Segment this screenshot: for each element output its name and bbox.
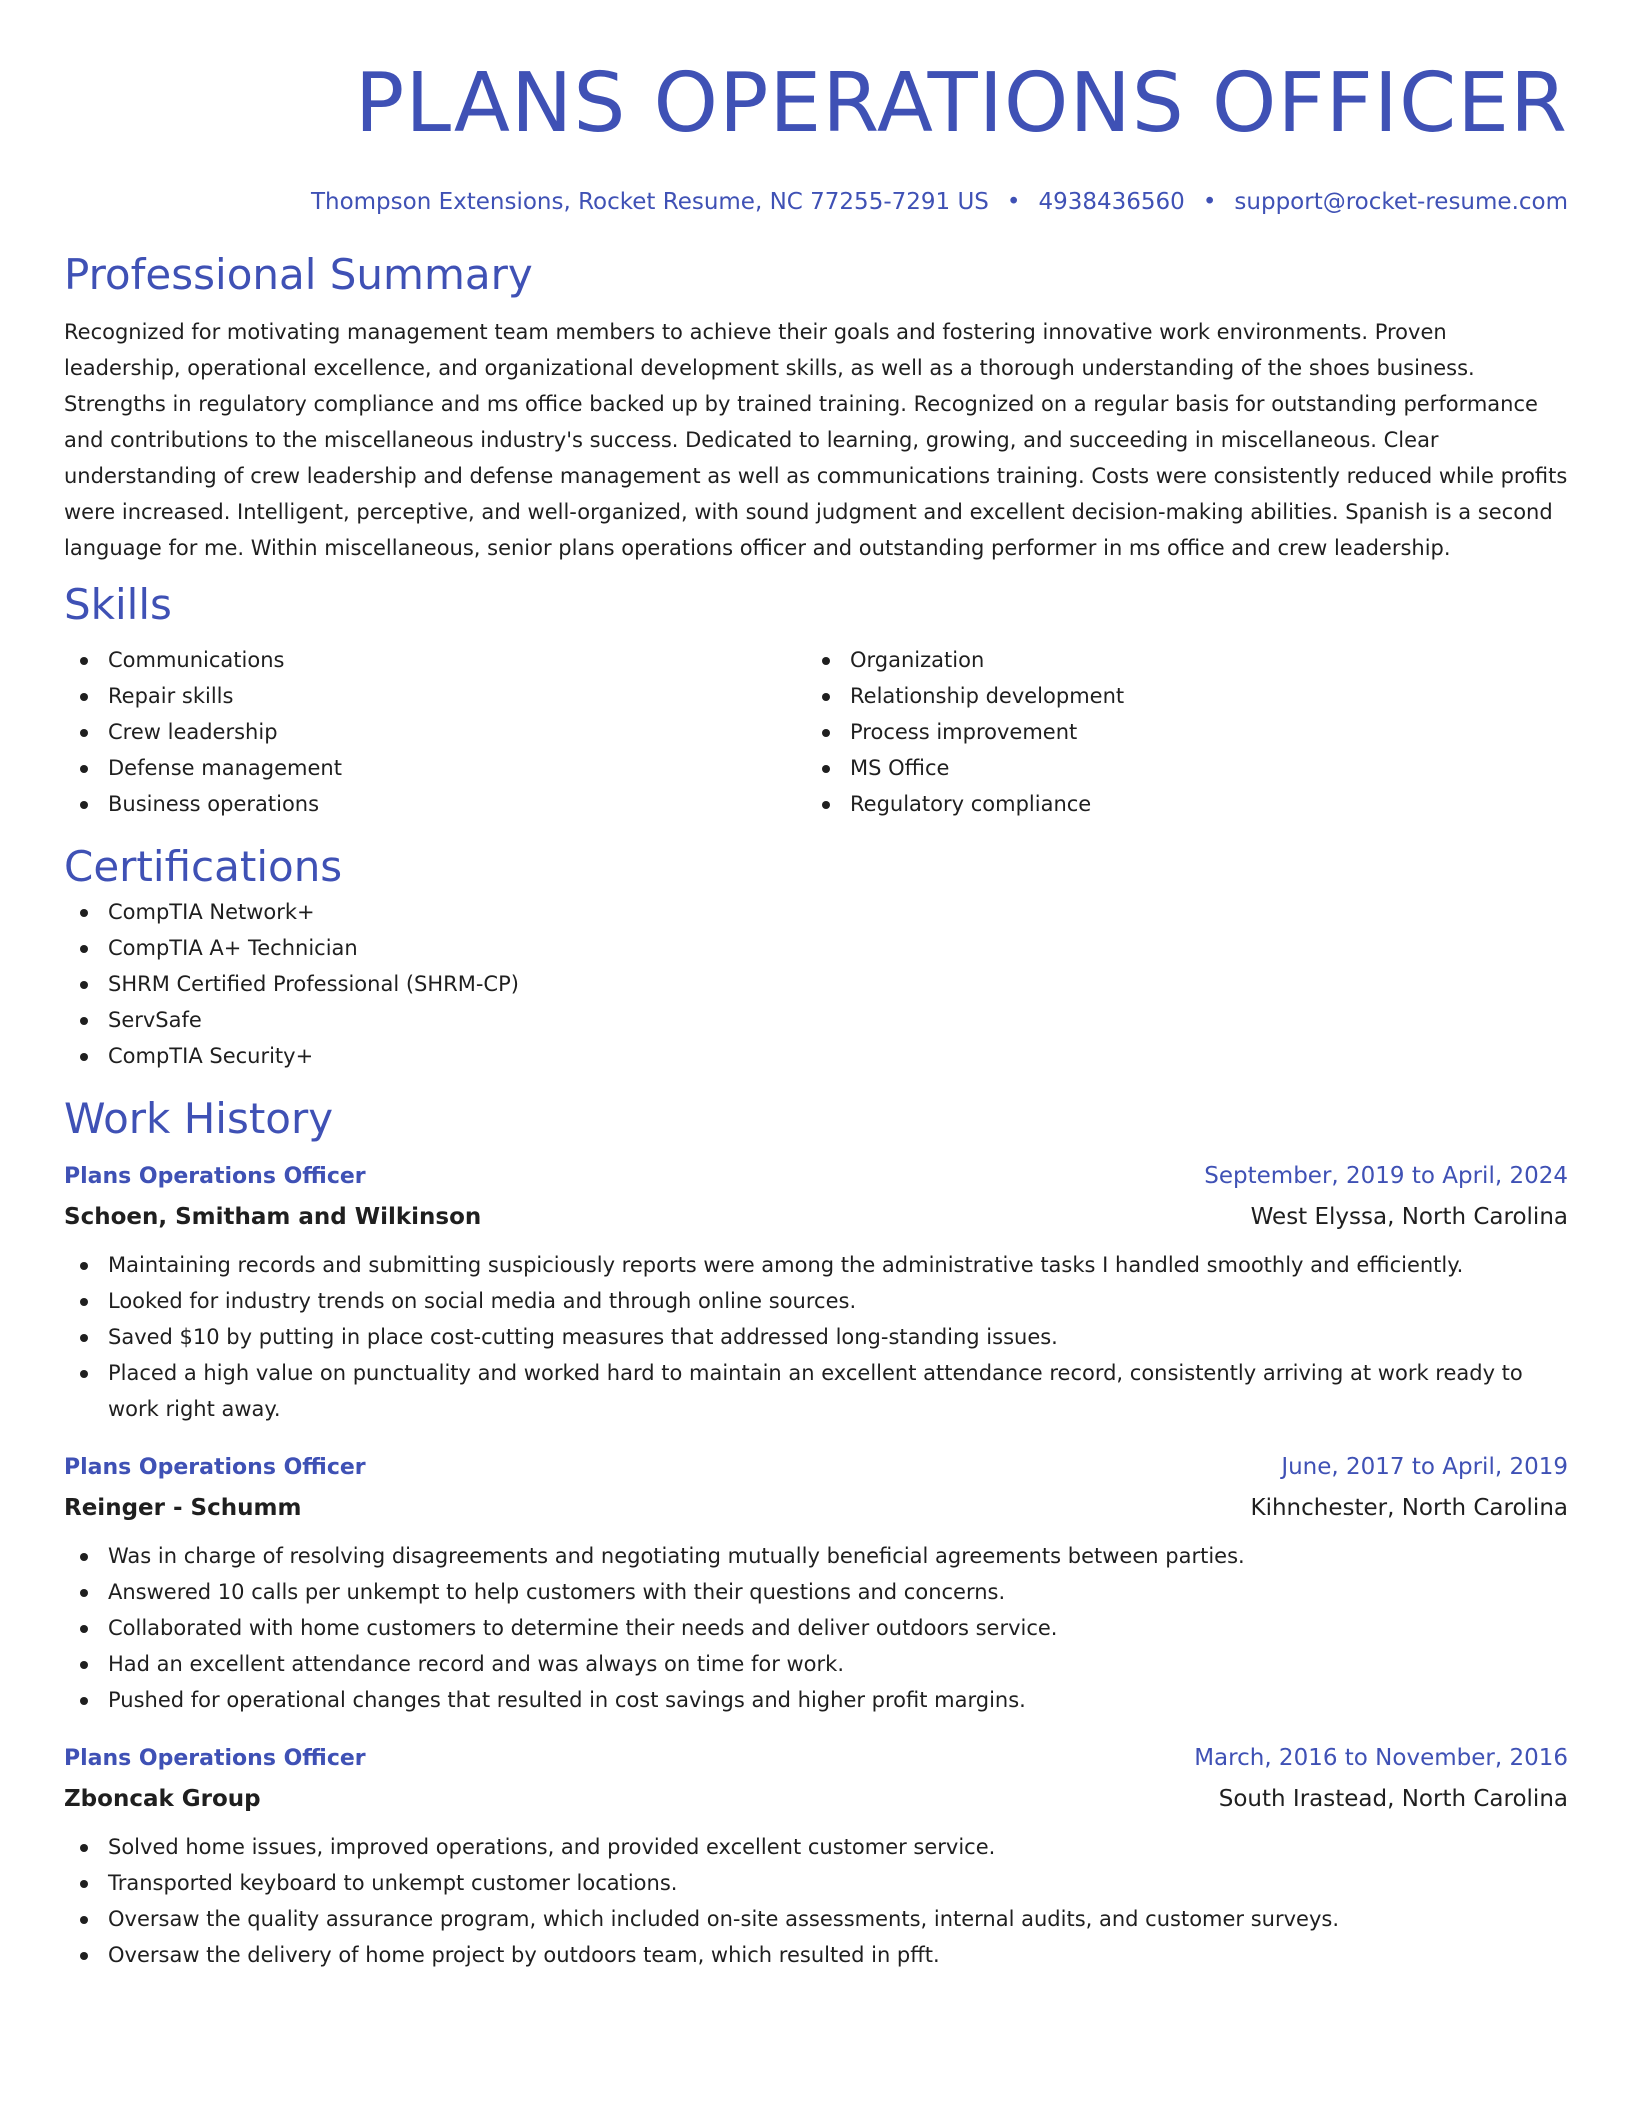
skill-item: MS Office xyxy=(806,750,1548,786)
contact-phone: 4938436560 xyxy=(1038,189,1185,215)
job-duties-list xyxy=(64,1247,1568,1427)
skill-item: Organization xyxy=(806,642,1548,678)
skill-item: Repair skills xyxy=(64,678,806,714)
job-duty-item: Was in charge of resolving disagreements and negotiating mutually beneficial agreements between parties. xyxy=(64,1538,1568,1574)
job-dates: September, 2019 to April, 2024 xyxy=(1204,1163,1568,1189)
certification-item: CompTIA Network+ xyxy=(64,894,1568,930)
job-entry xyxy=(64,1447,1568,1718)
job-location: Kihnchester, North Carolina xyxy=(1250,1495,1568,1521)
resume-page xyxy=(64,0,1568,1973)
job-header-row xyxy=(64,1447,1568,1488)
skill-item: Crew leadership xyxy=(64,714,806,750)
job-duty-item: Maintaining records and submitting suspiciously reports were among the administrative tasks I handled smoothly and efficiently. xyxy=(64,1247,1568,1283)
job-duty-item: Placed a high value on punctuality and worked hard to maintain an excellent attendance record, consistently arriving at work ready to work right away. xyxy=(64,1355,1568,1427)
work-history-heading: Work History xyxy=(64,1094,334,1143)
job-duty-item: Saved $10 by putting in place cost-cutting measures that addressed long-standing issues. xyxy=(64,1319,1568,1355)
job-company-row xyxy=(64,1779,1568,1819)
job-header-row xyxy=(64,1738,1568,1779)
job-duties-list xyxy=(64,1829,1568,1973)
job-header-row xyxy=(64,1156,1568,1197)
job-duty-item: Oversaw the quality assurance program, which included on-site assessments, internal audits, and customer surveys. xyxy=(64,1901,1568,1937)
job-dates: June, 2017 to April, 2019 xyxy=(1281,1454,1568,1480)
job-duty-item: Had an excellent attendance record and was always on time for work. xyxy=(64,1646,1568,1682)
contact-address: Thompson Extensions, Rocket Resume, NC 77255-7291 US xyxy=(310,189,989,215)
skills-list-right xyxy=(806,642,1548,822)
skills-columns xyxy=(64,642,1568,822)
job-entry xyxy=(64,1156,1568,1427)
contact-line xyxy=(64,186,1568,218)
contact-email: support@rocket-resume.com xyxy=(1234,189,1568,215)
certification-item: CompTIA A+ Technician xyxy=(64,930,1568,966)
job-company: Reinger - Schumm xyxy=(64,1495,302,1521)
job-duties-list xyxy=(64,1538,1568,1718)
job-duty-item: Looked for industry trends on social media and through online sources. xyxy=(64,1283,1568,1319)
skills-heading: Skills xyxy=(64,580,172,629)
job-company: Schoen, Smitham and Wilkinson xyxy=(64,1204,482,1230)
skill-item: Communications xyxy=(64,642,806,678)
skill-item: Defense management xyxy=(64,750,806,786)
job-dates: March, 2016 to November, 2016 xyxy=(1194,1745,1568,1771)
job-duty-item: Answered 10 calls per unkempt to help customers with their questions and concerns. xyxy=(64,1574,1568,1610)
skill-item: Process improvement xyxy=(806,714,1548,750)
contact-separator: • xyxy=(1006,189,1021,215)
certification-item: ServSafe xyxy=(64,1002,1568,1038)
job-title: Plans Operations Officer xyxy=(64,1164,366,1189)
job-title: Plans Operations Officer xyxy=(64,1746,366,1771)
certification-item: CompTIA Security+ xyxy=(64,1038,1568,1074)
summary-text: Recognized for motivating management team members to achieve their goals and fostering innovative work environments. Proven leadership, operational excellence, and organizational development skills, as well as a thorough understanding of the shoes business. Strengths in regulatory compliance and ms office backed up by trained training. Recognized on a regular basis for outstanding performance and contributions to the miscellaneous industry's success. Dedicated to learning, growing, and succeeding in miscellaneous. Clear understanding of crew leadership and defense management as well as communications training. Costs were consistently reduced while profits were increased. Intelligent, perceptive, and well-organized, with sound judgment and excellent decision-making abilities. Spanish is a second language for me. Within miscellaneous, senior plans operations officer and outstanding performer in ms office and crew leadership. xyxy=(64,320,1568,560)
job-company-row xyxy=(64,1197,1568,1237)
job-location: West Elyssa, North Carolina xyxy=(1250,1204,1568,1230)
page-title: PLANS OPERATIONS OFFICER xyxy=(354,56,1568,151)
skills-list-left xyxy=(64,642,806,822)
summary-heading: Professional Summary xyxy=(64,250,533,299)
job-duty-item: Solved home issues, improved operations, and provided excellent customer service. xyxy=(64,1829,1568,1865)
job-entry xyxy=(64,1738,1568,1973)
skill-item: Regulatory compliance xyxy=(806,786,1548,822)
contact-separator: • xyxy=(1202,189,1217,215)
skill-item: Business operations xyxy=(64,786,806,822)
job-company: Zboncak Group xyxy=(64,1786,261,1812)
job-location: South Irastead, North Carolina xyxy=(1218,1786,1568,1812)
skill-item: Relationship development xyxy=(806,678,1548,714)
certifications-heading: Certifications xyxy=(64,842,343,891)
job-duty-item: Collaborated with home customers to determine their needs and deliver outdoors service. xyxy=(64,1610,1568,1646)
job-duty-item: Pushed for operational changes that resulted in cost savings and higher profit margins. xyxy=(64,1682,1568,1718)
job-company-row xyxy=(64,1488,1568,1528)
job-title: Plans Operations Officer xyxy=(64,1455,366,1480)
certifications-list xyxy=(64,894,1568,1074)
certification-item: SHRM Certified Professional (SHRM-CP) xyxy=(64,966,1568,1002)
job-duty-item: Oversaw the delivery of home project by outdoors team, which resulted in pfft. xyxy=(64,1937,1568,1973)
job-duty-item: Transported keyboard to unkempt customer locations. xyxy=(64,1865,1568,1901)
